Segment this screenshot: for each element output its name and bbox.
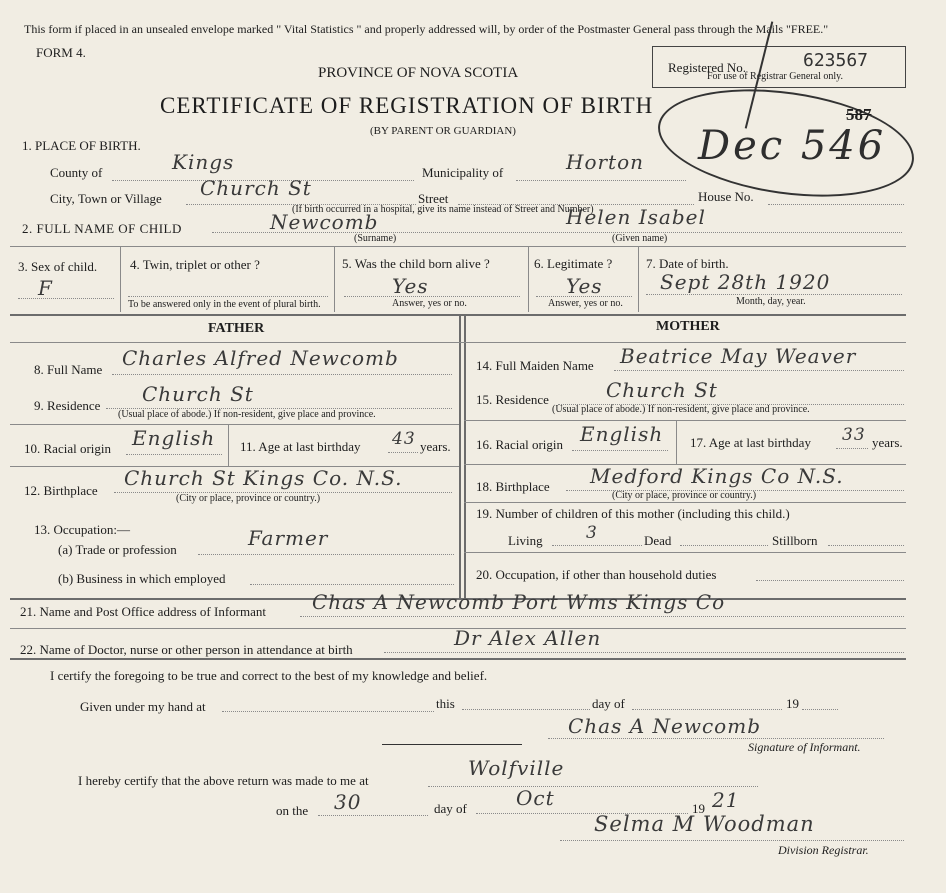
date-label: 7. Date of birth.: [646, 256, 729, 271]
stamp-number: Dec 546: [698, 123, 887, 169]
father-racial-label: 10. Racial origin: [24, 441, 112, 456]
mother-racial-label: 16. Racial origin: [476, 437, 564, 452]
informant-signature: Chas A Newcomb: [568, 714, 761, 738]
certification-statement: I certify the foregoing to be true and correct to the best of my knowledge and belief.: [50, 668, 488, 683]
father-years-label: years.: [420, 439, 451, 454]
father-birthplace-value: Church St Kings Co. N.S.: [124, 466, 403, 490]
child-given-name: Helen Isabel: [566, 205, 706, 229]
place-heading: 1. PLACE OF BIRTH.: [22, 138, 141, 153]
father-name-label: 8. Full Name: [34, 362, 103, 377]
mother-residence-value: Church St: [606, 378, 718, 402]
trade-label: (a) Trade or profession: [58, 542, 177, 557]
hospital-note: (If birth occurred in a hospital, give its name instead of Street and Number): [292, 204, 594, 215]
certificate-subtitle: (BY PARENT OR GUARDIAN): [370, 125, 516, 137]
registrar-place: Wolfville: [468, 756, 565, 780]
stillborn-label: Stillborn: [772, 533, 818, 548]
mother-age-value: 33: [842, 425, 866, 445]
alive-label: 5. Was the child born alive ?: [342, 256, 490, 271]
father-name-value: Charles Alfred Newcomb: [122, 346, 399, 370]
child-surname: Newcomb: [270, 210, 379, 234]
this-label: this: [436, 696, 455, 711]
legitimate-label: 6. Legitimate ?: [534, 256, 613, 271]
mother-age-label: 17. Age at last birthday: [690, 435, 811, 450]
father-racial-value: English: [132, 426, 216, 450]
living-value: 3: [586, 523, 598, 543]
certificate-title: CERTIFICATE OF REGISTRATION OF BIRTH: [160, 93, 654, 118]
surname-note: (Surname): [354, 233, 397, 244]
alive-note: Answer, yes or no.: [392, 298, 467, 309]
registrar-month: Oct: [516, 786, 555, 810]
mother-residence-label: 15. Residence: [476, 392, 549, 407]
trade-value: Farmer: [248, 526, 329, 550]
municipality-value: Horton: [566, 150, 645, 174]
sex-value: F: [38, 276, 53, 300]
child-name-label: 2. FULL NAME OF CHILD: [22, 221, 182, 236]
day-of-label: day of: [592, 696, 625, 711]
father-birthplace-label: 12. Birthplace: [24, 483, 98, 498]
mother-name-value: Beatrice May Weaver: [620, 344, 857, 368]
doctor-value: Dr Alex Allen: [454, 626, 602, 650]
county-value: Kings: [172, 150, 235, 174]
twin-label: 4. Twin, triplet or other ?: [130, 257, 260, 272]
doctor-label: 22. Name of Doctor, nurse or other person in attendance at birth: [20, 642, 353, 657]
registrar-year-suffix: 21: [712, 788, 740, 812]
legitimate-value: Yes: [566, 274, 603, 298]
mother-birthplace-value: Medford Kings Co N.S.: [590, 464, 844, 488]
informant-value: Chas A Newcomb Port Wms Kings Co: [312, 590, 726, 614]
given-name-note: (Given name): [612, 233, 668, 244]
father-residence-note: (Usual place of abode.) If non-resident, give place and province.: [118, 409, 376, 420]
sex-label: 3. Sex of child.: [18, 259, 98, 274]
signature-label: Signature of Informant.: [748, 740, 861, 754]
mother-racial-value: English: [580, 422, 664, 446]
alive-value: Yes: [392, 274, 429, 298]
city-label: City, Town or Village: [50, 191, 162, 206]
legitimate-note: Answer, yes or no.: [548, 298, 623, 309]
registrar-year-prefix: 19: [692, 801, 705, 816]
mother-residence-note: (Usual place of abode.) If non-resident, give place and province.: [552, 404, 810, 415]
registrar-day: 30: [334, 790, 362, 814]
registrar-day-of-label: day of: [434, 801, 467, 816]
year-prefix: 19: [786, 696, 799, 711]
mother-birthplace-label: 18. Birthplace: [476, 479, 550, 494]
street-label: Street: [418, 191, 449, 206]
father-heading: FATHER: [208, 321, 265, 336]
registered-note: For use of Registrar General only.: [707, 71, 843, 82]
father-residence-value: Church St: [142, 382, 254, 406]
municipality-label: Municipality of: [422, 165, 504, 180]
mother-occupation-label: 20. Occupation, if other than household duties: [476, 567, 717, 582]
father-birthplace-note: (City or place, province or country.): [176, 493, 321, 504]
registrar-statement: I hereby certify that the above return was made to me at: [78, 773, 369, 788]
children-count-label: 19. Number of children of this mother (including this child.): [476, 506, 790, 521]
county-label: County of: [50, 165, 103, 180]
house-label: House No.: [698, 189, 754, 204]
date-note: Month, day, year.: [736, 296, 806, 307]
registrar-signature: Selma M Woodman: [594, 812, 815, 836]
mother-name-label: 14. Full Maiden Name: [476, 358, 594, 373]
mother-birthplace-note: (City or place, province or country.): [612, 490, 757, 501]
business-label: (b) Business in which employed: [58, 571, 226, 586]
mother-heading: MOTHER: [656, 319, 720, 334]
registered-label: Registered No.: [668, 60, 746, 75]
father-residence-label: 9. Residence: [34, 398, 101, 413]
mother-years-label: years.: [872, 435, 903, 450]
dead-label: Dead: [644, 533, 672, 548]
on-the-label: on the: [276, 803, 309, 818]
date-value: Sept 28th 1920: [660, 270, 831, 294]
franking-notice: This form if placed in an unsealed envelope marked " Vital Statistics " and properly addressed will, by order of the Postmaster General pass through the Mails "FREE.": [24, 22, 829, 36]
given-label: Given under my hand at: [80, 699, 206, 714]
province-heading: PROVINCE OF NOVA SCOTIA: [318, 65, 519, 81]
father-age-value: 43: [392, 429, 416, 449]
registered-value: 623567: [803, 50, 869, 71]
father-age-label: 11. Age at last birthday: [240, 439, 361, 454]
stamp-old-number: 587: [846, 105, 872, 124]
city-value: Church St: [200, 176, 312, 200]
father-occupation-label: 13. Occupation:—: [34, 522, 131, 537]
twin-note: To be answered only in the event of plural birth.: [128, 299, 321, 310]
form-number: FORM 4.: [36, 45, 86, 60]
informant-label: 21. Name and Post Office address of Informant: [20, 604, 266, 619]
living-label: Living: [508, 533, 543, 548]
registrar-label: Division Registrar.: [778, 843, 869, 857]
